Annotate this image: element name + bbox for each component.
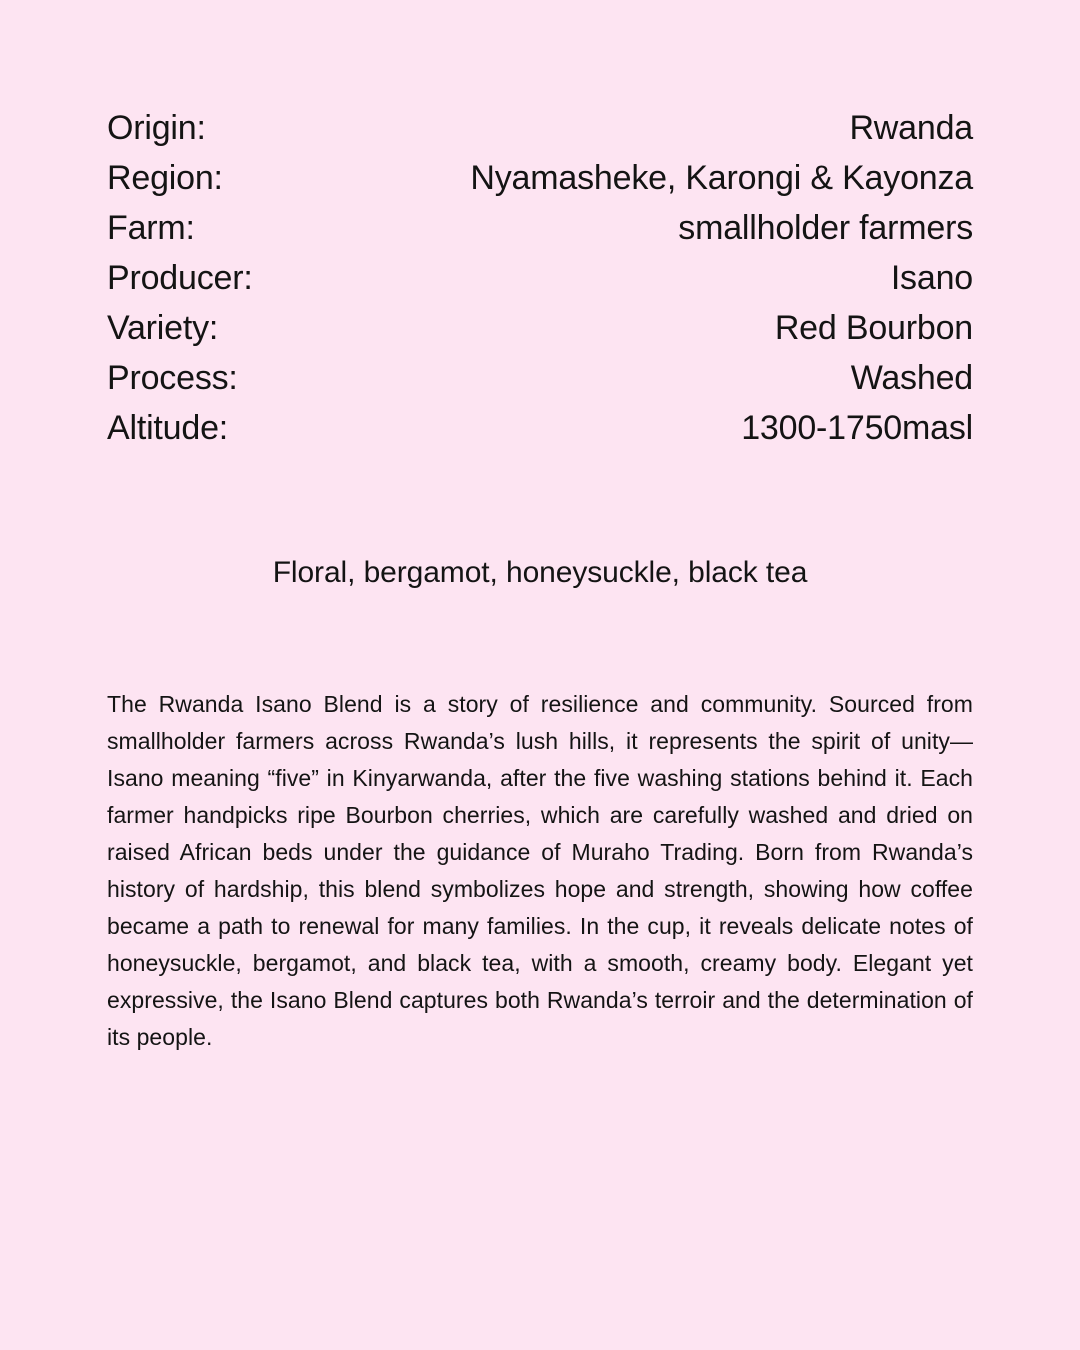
table-row <box>107 253 973 303</box>
spec-label-altitude: Altitude: <box>107 409 229 447</box>
product-description-paragraph: The Rwanda Isano Blend is a story of resilience and community. Sourced from smallholder farmers across Rwanda’s lush hills, it represents the spirit of unity—Isano meaning “five” in Kinyarwanda, after the five washing stations behind it. Each farmer handpicks ripe Bourbon cherries, which are carefully washed and dried on raised African beds under the guidance of Muraho Trading. Born from Rwanda’s history of hardship, this blend symbolizes hope and strength, showing how coffee became a path to renewal for many families. In the cup, it reveals delicate notes of honeysuckle, bergamot, and black tea, with a smooth, creamy body. Elegant yet expressive, the Isano Blend captures both Rwanda’s terroir and the determination of its people. <box>107 691 973 1050</box>
spec-value-region: Nyamasheke, Karongi & Kayonza <box>470 159 973 197</box>
spec-value-process: Washed <box>850 359 973 397</box>
spec-value-altitude: 1300-1750masl <box>741 409 973 447</box>
spec-label-farm: Farm: <box>107 209 195 247</box>
table-row <box>107 353 973 403</box>
tasting-notes-heading: Floral, bergamot, honeysuckle, black tea <box>272 556 808 589</box>
coffee-spec-table <box>107 103 973 453</box>
table-row <box>107 103 973 153</box>
spec-value-producer: Isano <box>890 259 973 297</box>
spec-label-variety: Variety: <box>107 309 219 347</box>
spec-value-farm: smallholder farmers <box>678 209 973 247</box>
spec-label-region: Region: <box>107 159 223 197</box>
spec-label-producer: Producer: <box>107 259 253 297</box>
spec-value-origin: Rwanda <box>849 109 973 147</box>
table-row <box>107 153 973 203</box>
table-row <box>107 203 973 253</box>
spec-value-variety: Red Bourbon <box>774 309 973 347</box>
spec-label-origin: Origin: <box>107 109 206 147</box>
table-row <box>107 303 973 353</box>
table-row <box>107 403 973 453</box>
spec-label-process: Process: <box>107 359 238 397</box>
